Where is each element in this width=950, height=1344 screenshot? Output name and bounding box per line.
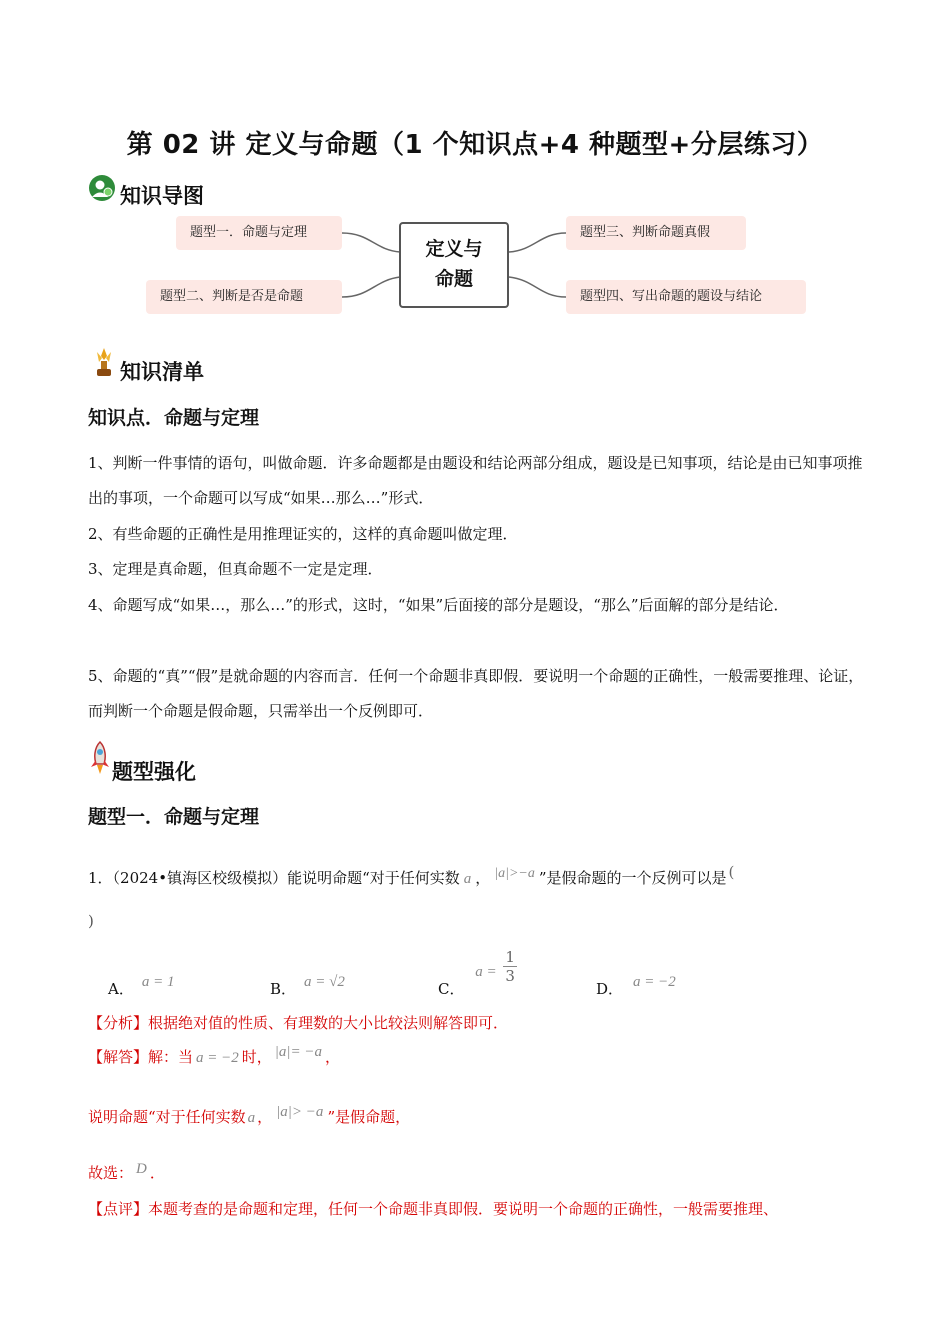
- answer-text-3: ，: [325, 1048, 341, 1066]
- option-b-value: a = √2: [304, 974, 345, 990]
- knowledge-point-title: 知识点．命题与定理: [88, 407, 260, 429]
- explain-math: |a|> −a: [276, 1104, 324, 1120]
- knowledge-section-icon: [92, 346, 116, 378]
- knowledge-item-4: 4、命题写成“如果…，那么…”的形式，这时，“如果”后面接的部分是题设，“那么”后面解的部分是结论．: [88, 596, 789, 614]
- mindmap-center-node: [399, 222, 509, 308]
- answer-math-2: |a|= −a: [274, 1044, 323, 1060]
- comment-line: [88, 1198, 778, 1219]
- section-heading-mindmap: 知识导图: [120, 184, 204, 208]
- answer-math-1: a = −2: [196, 1050, 239, 1066]
- option-c-numerator: 1: [505, 948, 515, 966]
- answer-text-2: 时，: [241, 1048, 272, 1066]
- explain-text-2: ”是假命题，: [327, 1108, 411, 1126]
- comment-tag: 【点评】: [88, 1200, 149, 1218]
- choose-end: ．: [149, 1164, 165, 1182]
- section-heading-knowledge: 知识清单: [120, 360, 204, 384]
- question-paren-close: ): [88, 912, 94, 930]
- option-c-denominator: 3: [505, 967, 515, 985]
- mindmap-center-line2: 命题: [434, 268, 473, 290]
- option-a-label: A．: [108, 980, 134, 998]
- question-condition: |a|>−a: [494, 866, 535, 881]
- option-c: [438, 948, 517, 998]
- mindmap-node-type2: 题型二、判断是否是命题: [146, 280, 342, 314]
- page-title: 第 02 讲 定义与命题（1 个知识点+4 种题型+分层练习）: [126, 130, 824, 160]
- option-d-value: a = −2: [633, 974, 676, 990]
- choose-value: D: [136, 1161, 147, 1177]
- analysis-line: [88, 1012, 508, 1033]
- question-1: [88, 863, 868, 892]
- option-c-lhs: a =: [475, 964, 497, 980]
- mindmap-node-type4: 题型四、写出命题的题设与结论: [566, 280, 806, 314]
- knowledge-item-3: 3、定理是真命题，但真命题不一定是定理．: [88, 560, 383, 578]
- option-c-label: C．: [438, 980, 465, 998]
- question-paren-open: (: [728, 863, 735, 881]
- question-var: a: [463, 871, 472, 887]
- choose-text: 故选：: [88, 1164, 134, 1182]
- comment-text: 本题考查的是命题和定理，任何一个命题非真即假．要说明一个命题的正确性，一般需要推理、: [148, 1200, 779, 1218]
- option-d: [596, 970, 676, 998]
- option-c-fraction: [503, 948, 517, 985]
- section-heading-practice: 题型强化: [112, 760, 196, 784]
- answer-text-1: 解：当: [148, 1048, 194, 1066]
- analysis-text: 根据绝对值的性质、有理数的大小比较法则解答即可．: [148, 1014, 509, 1032]
- answer-tag: 【解答】: [88, 1048, 149, 1066]
- explain-text-1: 说明命题“对于任何实数: [88, 1108, 246, 1126]
- mindmap-node-type3: 题型三、判断命题真假: [566, 216, 746, 250]
- knowledge-item-5: 5、命题的“真”“假”是就命题的内容而言．任何一个命题非真即假．要说明一个命题的正确性，一般需要推理、论证，而判断一个命题是假命题，只需举出一个反例即可．: [88, 667, 864, 720]
- option-b: [270, 970, 345, 998]
- choose-line: [88, 1162, 165, 1183]
- explain-var: a: [247, 1110, 256, 1126]
- question-text-prefix: 1．（2024•镇海区校级模拟）能说明命题“对于任何实数: [88, 869, 460, 887]
- type1-title: 题型一．命题与定理: [88, 806, 260, 828]
- option-a: [108, 970, 175, 998]
- knowledge-item-1: 1、判断一件事情的语句，叫做命题．许多命题都是由题设和结论两部分组成，题设是已知事项，结论是由已知事项推出的事项，一个命题可以写成“如果…那么…”形式．: [88, 454, 863, 507]
- explain-line: [88, 1106, 410, 1127]
- question-text-suffix: ”是假命题的一个反例可以是: [538, 869, 727, 887]
- option-d-label: D．: [596, 980, 624, 998]
- mindmap-center-line1: 定义与: [425, 238, 483, 260]
- knowledge-item-2: 2、有些命题的正确性是用推理证实的，这样的真命题叫做定理．: [88, 525, 518, 543]
- mindmap-node-type1: 题型一．命题与定理: [176, 216, 342, 250]
- answer-line: [88, 1046, 340, 1067]
- analysis-tag: 【分析】: [88, 1014, 149, 1032]
- option-a-value: a = 1: [141, 974, 175, 990]
- question-comma: ，: [475, 869, 491, 887]
- option-b-label: B．: [270, 980, 297, 998]
- explain-comma: ，: [257, 1108, 273, 1126]
- rocket-icon: [88, 740, 112, 776]
